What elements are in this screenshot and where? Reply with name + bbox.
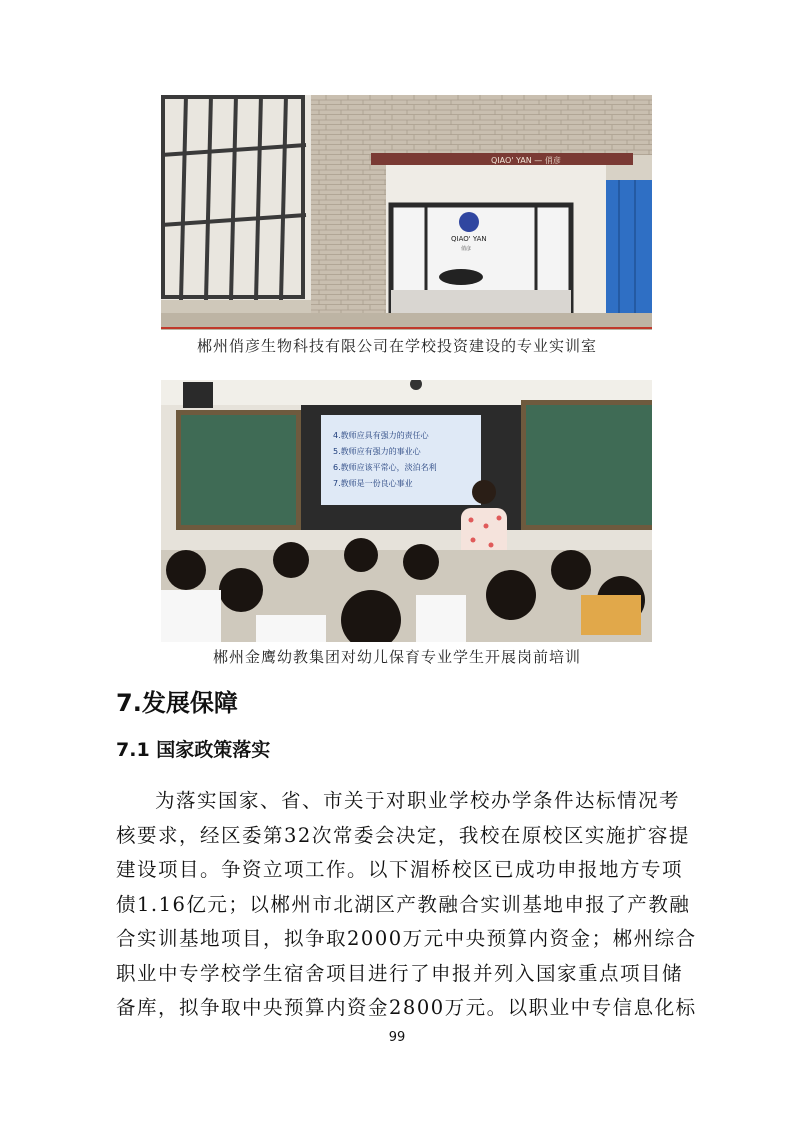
slide-line-2: 5.教师应有强力的事业心 [333,447,421,456]
paragraph-line: 核要求，经区委第32次常委会决定，我校在原校区实施扩容提 [116,823,690,847]
page-number: 99 [388,1030,406,1045]
paragraph-line: 备库，拟争取中央预算内资金2800万元。以职业中专信息化标 [116,996,697,1019]
paragraph-line: 建设项目。争资立项工作。以下湄桥校区已成功申报地方专项 [116,858,684,881]
training-room-photo [161,95,652,330]
slide-line-3: 6.教师应该平常心，淡泊名利 [333,463,437,472]
training-room-illustration [161,95,652,330]
logo-text: QIAO' YAN [451,235,487,243]
classroom-photo [161,380,652,642]
sign-text: QIAO' YAN — 俏彦 [491,156,561,165]
photo2-caption: 郴州金鹰幼教集团对幼儿保育专业学生开展岗前培训 [212,648,581,666]
paragraph-line: 债1.16亿元；以郴州市北湖区产教融合实训基地申报了产教融 [116,892,691,916]
section-subheading: 7.1 国家政策落实 [116,739,271,761]
body-paragraph [116,784,702,1026]
paragraph-line: 为落实国家、省、市关于对职业学校办学条件达标情况考 [155,789,681,812]
slide-line-4: 7.教师是一份良心事业 [333,479,413,488]
slide-line-1: 4.教师应具有强力的责任心 [333,431,429,440]
photo1-caption: 郴州俏彦生物科技有限公司在学校投资建设的专业实训室 [196,337,597,355]
paragraph-line: 合实训基地项目，拟争取2000万元中央预算内资金；郴州综合 [116,927,697,950]
paragraph-line: 职业中专学校学生宿舍项目进行了申报并列入国家重点项目储 [116,961,684,985]
logo-sub-text: 俏彦 [461,246,472,252]
classroom-illustration [161,380,652,642]
section-heading: 7.发展保障 [116,689,238,717]
